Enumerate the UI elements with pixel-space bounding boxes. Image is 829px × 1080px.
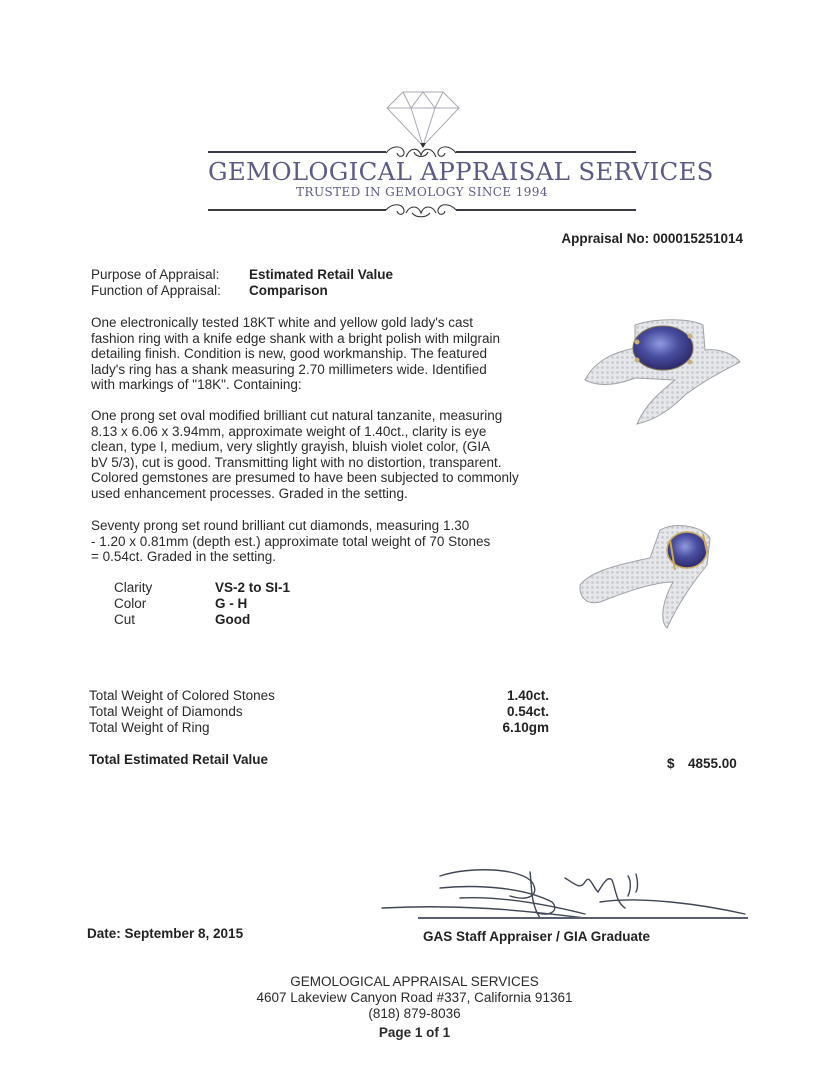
description-line: detailing finish. Condition is new, good workmanship. The featured (91, 346, 487, 361)
retail-value-currency: $ (667, 756, 675, 771)
ring-photo-top (575, 300, 750, 425)
total-row (89, 720, 549, 736)
total-label: Total Weight of Ring (89, 720, 210, 735)
total-row (89, 704, 549, 720)
header-rule (456, 209, 636, 211)
description-line: with markings of "18K". Containing: (91, 377, 302, 392)
grading-label: Color (114, 596, 147, 611)
diamonds-description (91, 518, 551, 565)
page-number: Page 1 of 1 (378, 1025, 451, 1040)
description-line: 8.13 x 6.06 x 3.94mm, approximate weight of 1.40ct., clarity is eye (91, 423, 487, 439)
scroll-flourish-icon (384, 201, 458, 219)
description-line: = 0.54ct. Graded in the setting. (91, 549, 276, 564)
footer-phone: (818) 879-8036 (368, 1006, 461, 1021)
company-tagline: TRUSTED IN GEMOLOGY SINCE 1994 (296, 185, 548, 199)
footer (0, 974, 829, 1041)
retail-value-amount: 4855.00 (688, 756, 737, 771)
signer-title: GAS Staff Appraiser / GIA Graduate (423, 929, 651, 944)
total-row (89, 688, 549, 704)
diamond-grading-table (114, 580, 290, 628)
purpose-value: Estimated Retail Value (249, 267, 394, 282)
company-title: GEMOLOGICAL APPRAISAL SERVICES (208, 157, 714, 186)
grading-label: Cut (114, 612, 136, 627)
total-label: Total Weight of Colored Stones (89, 688, 275, 703)
description-line: fashion ring with a knife edge shank with a bright polish with milgrain (91, 330, 500, 346)
weight-totals (89, 688, 549, 736)
tanzanite-description (91, 408, 551, 501)
appraisal-date: Date: September 8, 2015 (87, 926, 244, 941)
description-line: bV 5/3), cut is good. Transmitting light with no distortion, transparent. (91, 454, 502, 470)
retail-value-label: Total Estimated Retail Value (89, 752, 269, 767)
signature-line (418, 917, 748, 919)
total-value: 6.10gm (502, 720, 549, 735)
total-value: 0.54ct. (506, 704, 549, 719)
diamond-icon (383, 88, 463, 148)
total-value: 1.40ct. (506, 688, 549, 703)
description-line: - 1.20 x 0.81mm (depth est.) approximate total weight of 70 Stones (91, 533, 491, 549)
description-line: used enhancement processes. Graded in the setting. (91, 485, 408, 501)
description-line: Seventy prong set round brilliant cut diamonds, measuring 1.30 (91, 518, 470, 533)
ring-description (91, 315, 551, 393)
header-rule (208, 209, 386, 211)
description-line: lady's ring has a shank measuring 2.70 millimeters wide. Identified (91, 361, 487, 377)
grading-row (114, 580, 290, 596)
description-line: One prong set oval modified brilliant cut natural tanzanite, measuring (91, 408, 503, 423)
function-label: Function of Appraisal: (91, 283, 221, 298)
purpose-label: Purpose of Appraisal: (91, 267, 220, 282)
grading-value: VS-2 to SI-1 (215, 580, 291, 595)
header-rule (208, 151, 386, 153)
grading-value: Good (215, 612, 251, 627)
appraisal-number: Appraisal No: 000015251014 (561, 231, 743, 246)
footer-company: GEMOLOGICAL APPRAISAL SERVICES (290, 974, 539, 989)
grading-row (114, 596, 290, 612)
description-line: Colored gemstones are presumed to have been subjected to commonly (91, 470, 519, 485)
footer-address: 4607 Lakeview Canyon Road #337, California 91361 (256, 990, 573, 1005)
header-rule (456, 151, 636, 153)
grading-label: Clarity (114, 580, 153, 595)
function-value: Comparison (249, 283, 328, 298)
ring-photo-angle (575, 510, 750, 635)
total-label: Total Weight of Diamonds (89, 704, 243, 719)
grading-value: G - H (215, 596, 248, 611)
appraiser-signature (380, 862, 750, 924)
description-line: One electronically tested 18KT white and yellow gold lady's cast (91, 315, 474, 330)
description-line: clean, type I, medium, very slightly grayish, bluish violet color, (GIA (91, 439, 491, 454)
grading-row (114, 612, 290, 628)
